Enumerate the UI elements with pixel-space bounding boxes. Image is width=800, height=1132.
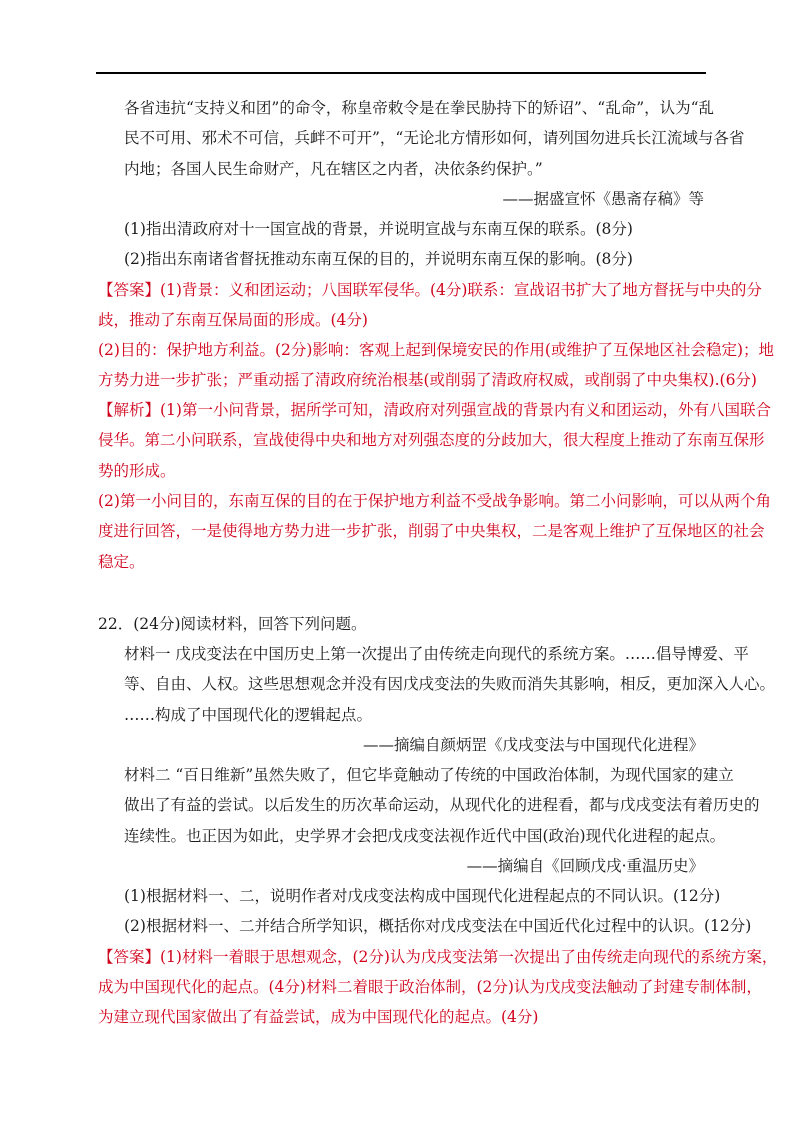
material1-source: ——摘编自颜炳罡《戊戌变法与中国现代化进程》 (362, 736, 704, 754)
answer-line: 【答案】(1)材料一着眼于思想观念，(2分)认为戊戌变法第一次提出了由传统走向现代的系统方案， (98, 948, 778, 966)
material2-line: 材料二 “百日维新”虽然失败了，但它毕竟触动了传统的中国政治体制，为现代国家的建立 (124, 766, 734, 784)
answer-line: 成为中国现代化的起点。(4分)材料二着眼于政治体制，(2分)认为戊戌变法触动了封建专制体制， (98, 978, 762, 996)
material-line: 内地；各国人民生命财产，凡在辖区之内者，决依条约保护。” (124, 160, 543, 178)
analysis-line: 稳定。 (98, 553, 145, 571)
material2-line: 做出了有益的尝试。以后发生的历次革命运动，从现代化的进程看，都与戊戌变法有着历史的 (124, 796, 760, 814)
answer-line: 【答案】(1)背景：义和团运动；八国联军侵华。(4分)联系：宣战诏书扩大了地方督抚与中央的分 (98, 281, 762, 299)
material-line: 民不可用、邪术不可信，兵衅不可开”，“无论北方情形如何，请列国勿进兵长江流域与各省 (124, 129, 745, 147)
question-item: (1)指出清政府对十一国宣战的背景，并说明宣战与东南互保的联系。(8分) (124, 220, 633, 238)
analysis-line: 【解析】(1)第一小问背景，据所学可知，清政府对列强宣战的背景内有义和团运动，外有八国联合 (98, 401, 771, 419)
header-rule (96, 72, 706, 74)
analysis-line: 势的形成。 (98, 462, 176, 480)
material-line: 各省违抗“支持义和团”的命令，称皇帝敕令是在拳民胁持下的矫诏”、“乱命”，认为“乱 (124, 99, 715, 117)
answer-line: (2)目的：保护地方利益。(2分)影响：客观上起到保境安民的作用(或维护了互保地区社会稳定)；地 (98, 341, 775, 359)
question-item: (2)指出东南诸省督抚推动东南互保的目的，并说明东南互保的影响。(8分) (124, 250, 633, 268)
question-item: (1)根据材料一、二，说明作者对戊戌变法构成中国现代化进程起点的不同认识。(12分) (124, 887, 721, 905)
answer-line: 方势力进一步扩张；严重动摇了清政府统治根基(或削弱了清政府权威，或削弱了中央集权).(6分) (98, 371, 757, 389)
answer-line: 为建立现代国家做出了有益尝试，成为中国现代化的起点。(4分) (98, 1008, 539, 1026)
material2-line: 连续性。也正因为如此，史学界才会把戊戌变法视作近代中国(政治)现代化进程的起点。 (124, 827, 726, 845)
question-header: 22．(24分)阅读材料，回答下列问题。 (98, 615, 367, 633)
material2-source: ——摘编自《回顾戊戌·重温历史》 (466, 857, 704, 875)
question-item: (2)根据材料一、二并结合所学知识，概括你对戊戌变法在中国近代化过程中的认识。(12分) (124, 917, 752, 935)
material-source: ——据盛宣怀《愚斋存稿》等 (502, 190, 704, 208)
analysis-line: (2)第一小问目的，东南互保的目的在于保护地方利益不受战争影响。第二小问影响，可以从两个角 (98, 492, 771, 510)
analysis-line: 侵华。第二小问联系，宣战使得中央和地方对列强态度的分歧加大，很大程度上推动了东南互保形 (98, 431, 765, 449)
answer-line: 歧，推动了东南互保局面的形成。(4分) (98, 311, 368, 329)
analysis-line: 度进行回答，一是使得地方势力进一步扩张，削弱了中央集权，二是客观上维护了互保地区的社会 (98, 522, 765, 540)
material1-line: 等、自由、人权。这些思想观念并没有因戊戌变法的失败而消失其影响，相反，更加深入人心。 (124, 675, 776, 693)
material1-line: ……构成了中国现代化的逻辑起点。 (124, 706, 373, 724)
material1-line: 材料一 戊戌变法在中国历史上第一次提出了由传统走向现代的系统方案。……倡导博爱、平 (124, 645, 749, 663)
